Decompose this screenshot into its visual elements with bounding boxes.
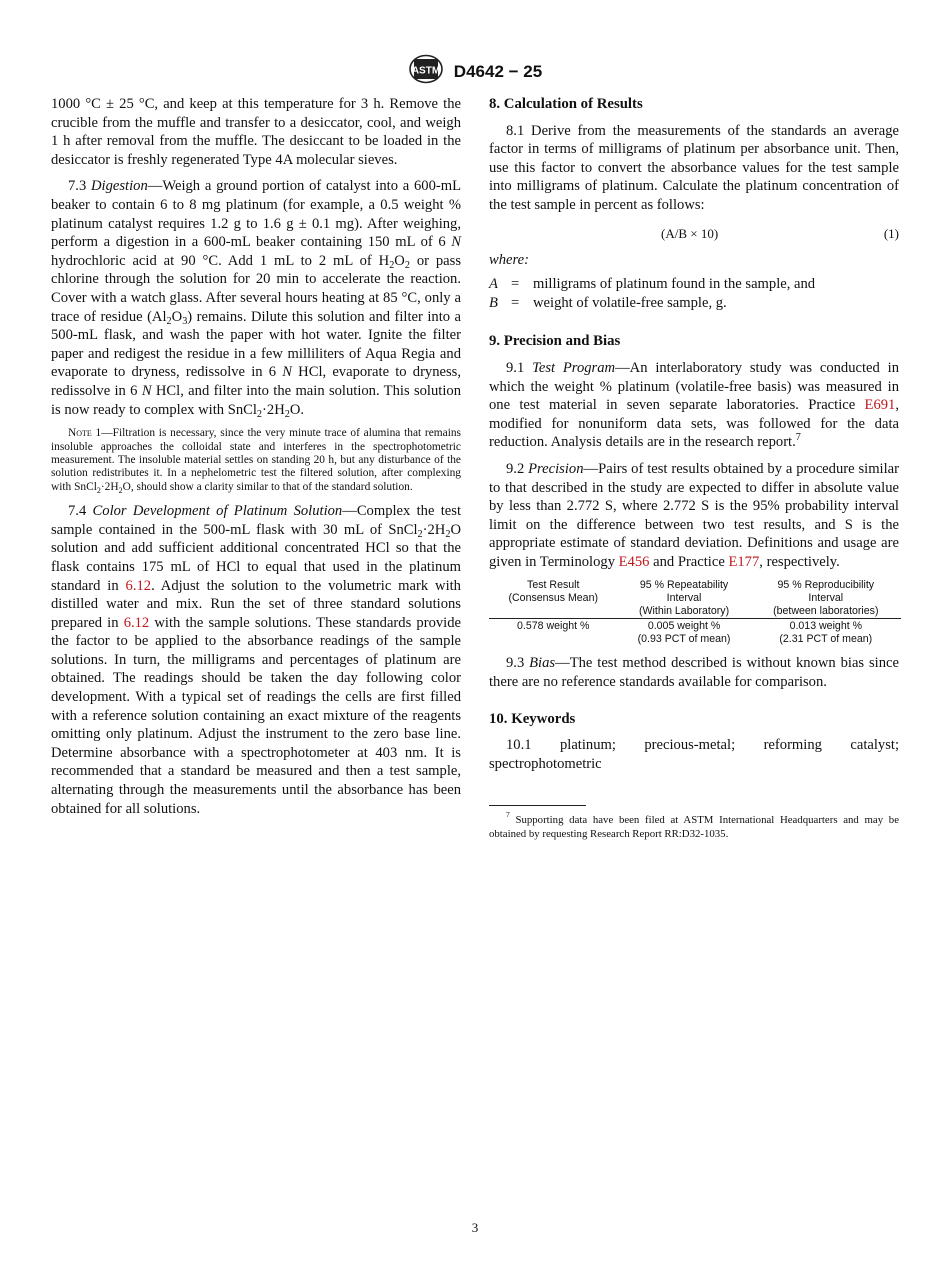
section-10-1: 10.1 platinum; precious-metal; reforming catalyst; spectrophotometric xyxy=(489,737,899,772)
precision-table xyxy=(489,579,901,646)
section-7-3: 7.3 Digestion—Weigh a ground portion of catalyst into a 600-mL beaker to contain 6 to 8 mg platinum (for example, a 0.5 weight % platinum catalyst requires 1.2 g to 1.6 g ± 0.1 mg). After weighing, perform a digestion in a 600-mL beaker containing 150 mL of 6 N hydrochloric acid at 90 °C. Add 1 mL to 2 mL of $H_2O_2$ or pass chlorine through the solution for 20 min to accelerate the reaction. Cover with a watch glass. After several hours heating at 85 °C, only a trace of residue $(Al_2O_3)$ remains. Dilute this solution and filter into a 500-mL flask, and wash the paper with hot water. Ignite the filter paper and redigest the residue in a few milliliters of Aqua Regia and evaporate to dryness, redissolve in 6 N HCl, evaporate to dryness, redissolve in 6 N HCl, and filter into the main solution. This solution is now ready to complex with $SnCl_2\cdot 2H_2O$. xyxy=(51,178,462,420)
section-9-2: 9.2 Precision—Pairs of test results obtained by a procedure similar to that described in the study are expected to differ in absolute value by less than 2.772 S, where 2.772 S is the 95% probability interval limit on the difference between two test results, and S is the appropriate estimate of standard deviation. Definitions and usage are given in Terminology E456 and Practice E177, respectively. xyxy=(489,460,899,570)
footnote-7: $^7$ Supporting data have been filed at ASTM International Headquarters and may be obtained by requesting Research Report RR:D32-1035. xyxy=(489,810,899,841)
svg-text:ASTM: ASTM xyxy=(411,65,440,77)
link-6-12[interactable]: 6.12 xyxy=(125,577,152,594)
column-header-test-result: Test Result (Consensus Mean) xyxy=(508,579,598,605)
link-e456[interactable]: E456 xyxy=(618,553,650,570)
section-9-3: 9.3 Bias—The test method described is without known bias since there are no reference standards available for comparison. xyxy=(489,655,899,691)
section-8-1: 8.1 Derive from the measurements of the standards an average factor in terms of milligrams of platinum per absorbance unit. Then, use this factor to convert the absorbance values for the test sample into milligrams of platinum. Calculate the platinum concentration of the test sample in percent as follows: xyxy=(489,122,899,213)
footnote-divider xyxy=(489,805,586,806)
note-1: Note 1—Filtration is necessary, since the very minute trace of alumina that remains insoluble approaches the colloidal state and interferes in the spectrophotometric measurement. The insoluble material settles on standing 20 h, but any disturbance of the solution redistributes it. In a nephelometric test the filtered solution, after complexing with $SnCl_2\cdot 2H_2O$, should show a clarity similar to that of the standard solution. xyxy=(51,427,461,495)
equation-number: (1) xyxy=(883,225,899,241)
section-9-1: 9.1 Test Program—An interlaboratory study was conducted in which the weight % platinum (volatile-free basis) was measured in one test material in seven separate laboratories. Practice E691, modified for nonuniform data sets, was followed for the data reduction. Analysis details are in the research report.$^7$ xyxy=(489,359,899,451)
astm-logo-icon xyxy=(408,54,444,89)
table-cell: 0.013 weight % (2.31 PCT of mean) xyxy=(779,620,873,646)
heading-9: 9. Precision and Bias xyxy=(489,333,621,350)
definition-a: A = milligrams of platinum found in the sample, and xyxy=(489,276,816,293)
equation-1 xyxy=(489,223,899,247)
table-header-row xyxy=(489,579,901,619)
page-header xyxy=(0,54,950,89)
heading-10: 10. Keywords xyxy=(489,710,576,727)
definition-b: B = weight of volatile-free sample, g. xyxy=(489,294,727,311)
document-id: D4642 − 25 xyxy=(453,61,543,81)
section-7-4: 7.4 Color Development of Platinum Solution—Complex the test sample contained in the 500-mL flask with 30 mL of $SnCl_2\cdot 2H_2O$ solution and add sufficient additional concentrated HCl so that the flask contains 175 mL of HCl to equal that used in the platinum standard in 6.12. Adjust the solution to the volumetric mark with distilled water and mix. Run the set of three standard solutions prepared in 6.12 with the sample solutions. These standards provide the factor to be applied to the absorbance readings of the sample solutions. In turn, the milligrams and percentages of platinum are obtained. The readings should be taken the day following color development. With a typical set of readings the cells are first filled with a reference solution containing an exact mixture of the reagents omitting only platinum. Adjust the instrument to the zero base line. Determine absorbance with a spectrophotometer at 403 nm. It is recommended that a standard be measured and then a test sample, alternating through the measurements until the absorbance has been obtained for all solutions. xyxy=(51,503,461,817)
column-header-reproducibility: 95 % Reproducibility Interval (between laboratories) xyxy=(773,579,879,618)
table-cell: 0.578 weight % xyxy=(517,620,590,633)
link-6-12[interactable]: 6.12 xyxy=(123,614,150,631)
heading-8: 8. Calculation of Results xyxy=(489,96,643,112)
page-number: 3 xyxy=(471,1220,479,1235)
paragraph-7-2-continued: 1000 °C ± 25 °C, and keep at this temperature for 3 h. Remove the crucible from the muffle and transfer to a desiccator, cool, and weigh 1 h after removal from the muffle. The desiccant to be loaded in the desiccator is freshly regenerated Type 4A molecular sieves. xyxy=(51,96,461,168)
link-e691[interactable]: E691 xyxy=(864,397,896,414)
left-column xyxy=(51,95,461,826)
link-e177[interactable]: E177 xyxy=(728,553,760,570)
column-header-repeatability: 95 % Repeatability Interval (Within Laboratory) xyxy=(639,579,730,618)
right-column xyxy=(489,95,899,842)
table-cell: 0.005 weight % (0.93 PCT of mean) xyxy=(637,620,731,646)
equation-expression: (A/B × 10) xyxy=(661,225,719,241)
table-row xyxy=(489,619,901,647)
where-label: where: xyxy=(489,251,529,268)
